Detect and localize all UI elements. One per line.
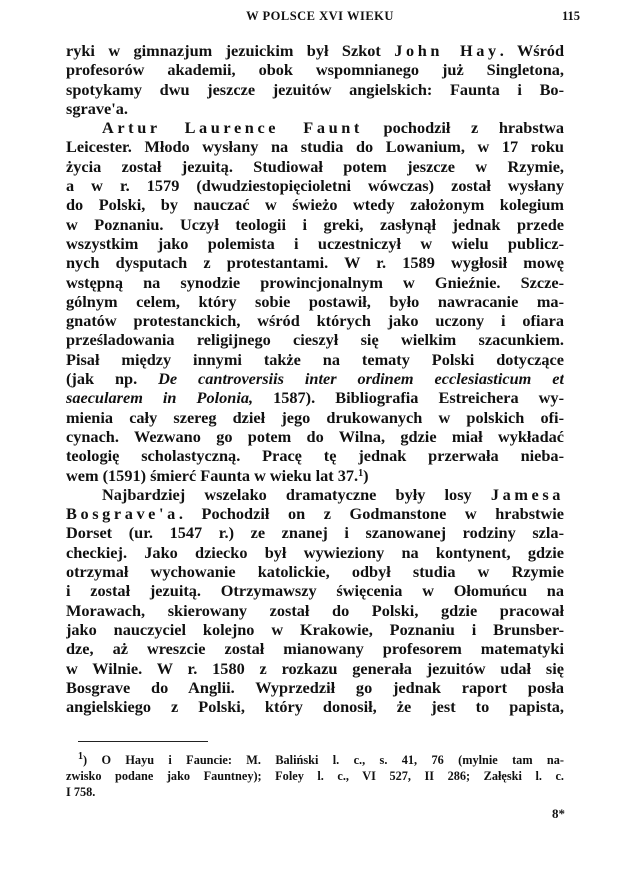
text-line: cynach. Wezwano go potem do Wilna, gdzie miał wykładać	[66, 426, 564, 446]
person-name: Jamesa	[490, 484, 564, 504]
text-line: spotykamy dwu jeszcze jezuitów angielskich: Faunta i Bo-	[66, 79, 564, 99]
text-line: Leicester. Młodo wysłany na studia do Lowanium, w 17 roku	[66, 137, 564, 157]
text-line: teologię scholastyczną. Pracę tę jednak przerwała nieba-	[66, 446, 564, 466]
text-line: a w r. 1579 (dwudziestopięcioletni wówczas) został wysłany	[66, 176, 564, 196]
signature-mark: 8*	[552, 806, 565, 821]
text-line: wem (1591) śmierć Faunta w wieku lat 37.$^1$)	[66, 465, 369, 485]
text-line: życia został jezuitą. Studiował potem jeszcze w Rzymie,	[66, 156, 564, 176]
text-line: ryki w gimnazjum jezuickim był Szkot John Hay. Wśród	[66, 41, 564, 60]
footnote-line: I 758.	[66, 785, 96, 799]
person-name: Artur Laurence Faunt	[102, 118, 363, 138]
main-text	[66, 41, 564, 716]
text-line: checkiej. Jako dziecko był wywieziony na kontynent, gdzie	[66, 542, 564, 562]
person-name: Bosgrave'a	[66, 504, 179, 524]
text-line: dze, aż wreszcie został mianowany profesorem matematyki	[66, 639, 564, 659]
text-line: Pisał między innymi także na tematy Polski dotyczące	[66, 349, 564, 369]
text-line: w Wilnie. W r. 1580 z rozkazu generała jezuitów udał się	[66, 658, 564, 678]
text-line: Bosgrave'a. Pochodził on z Godmanstone w hrabstwie	[66, 504, 564, 524]
text-line: w Poznaniu. Uczył teologii i greki, zasłynął jednak przede	[66, 214, 564, 234]
text-line: i został jezuitą. Otrzymawszy święcenia w Ołomuńcu na	[66, 581, 564, 601]
page-header	[60, 9, 580, 29]
text-line: gnatów protestanckich, wśród których jako uczony i ofiara	[66, 311, 564, 331]
text-line: sgrave'a.	[66, 98, 128, 118]
text-line: Morawach, skierowany został do Polski, gdzie pracował	[66, 600, 564, 620]
footnote-marker: 1	[78, 752, 83, 762]
work-title: saecularem in Polonia,	[66, 388, 254, 408]
text-line: wszystkim jako polemista i uczestniczył w wielu publicz-	[66, 233, 564, 253]
running-title: W POLSCE XVI WIEKU	[246, 9, 394, 23]
text-line: do Polski, by nauczać w świeżo wtedy założonym kolegium	[66, 195, 564, 215]
text-line: Artur Laurence Faunt pochodził z hrabstwa	[102, 118, 564, 138]
footnote-ref: 1	[358, 467, 364, 479]
text-line: (jak np. De cantroversiis inter ordinem ecclesiasticum et	[66, 369, 564, 389]
text-line: saecularem in Polonia, 1587). Bibliografia Estreichera wy-	[66, 388, 564, 408]
work-title: De cantroversiis inter ordinem ecclesiasticum et	[158, 369, 564, 389]
person-name: John Hay	[394, 41, 500, 60]
footnote-divider	[78, 741, 208, 742]
footnotes	[66, 752, 564, 800]
footnote-line: zwisko podane jako Fauntney); Foley l. c., VI 527, II 286; Załęski l. c.	[66, 769, 564, 783]
text-line: Najbardziej wszelako dramatyczne były losy Jamesa	[102, 484, 564, 504]
text-line: Bosgrave do Anglii. Wyprzedził go jednak raport posła	[66, 677, 564, 697]
text-line: wstępną na synodzie prowincjonalnym w Gnieźnie. Szcze-	[66, 272, 564, 292]
text-line: prześladowania religijnego cieszył się wielkim szacunkiem.	[66, 330, 564, 350]
text-line: Dorset (ur. 1547 r.) ze znanej i szanowanej rodziny szla-	[66, 523, 564, 543]
text-line: mienia cały szereg dzieł jego drukowanych w polskich ofi-	[66, 407, 564, 427]
page-number: 115	[561, 9, 580, 23]
text-line: otrzymał wychowanie katolickie, odbył studia w Rzymie	[66, 562, 564, 582]
text-line: nych dysputach z protestantami. W r. 1589 wygłosił mowę	[66, 253, 564, 273]
text-line: profesorów akademii, obok wspomnianego już Singletona,	[66, 60, 564, 80]
text-line: jako nauczyciel kolejno w Krakowie, Poznaniu i Brunsber-	[66, 619, 564, 639]
text-line: angielskiego z Polski, który donosił, że jest to papista,	[66, 697, 564, 717]
footnote-line: $^1$) O Hayu i Fauncie: M. Baliński l. c., s. 41, 76 (mylnie tam na-	[78, 752, 564, 767]
text-line: gólnym celem, który sobie postawił, było nawracanie ma-	[66, 291, 564, 311]
